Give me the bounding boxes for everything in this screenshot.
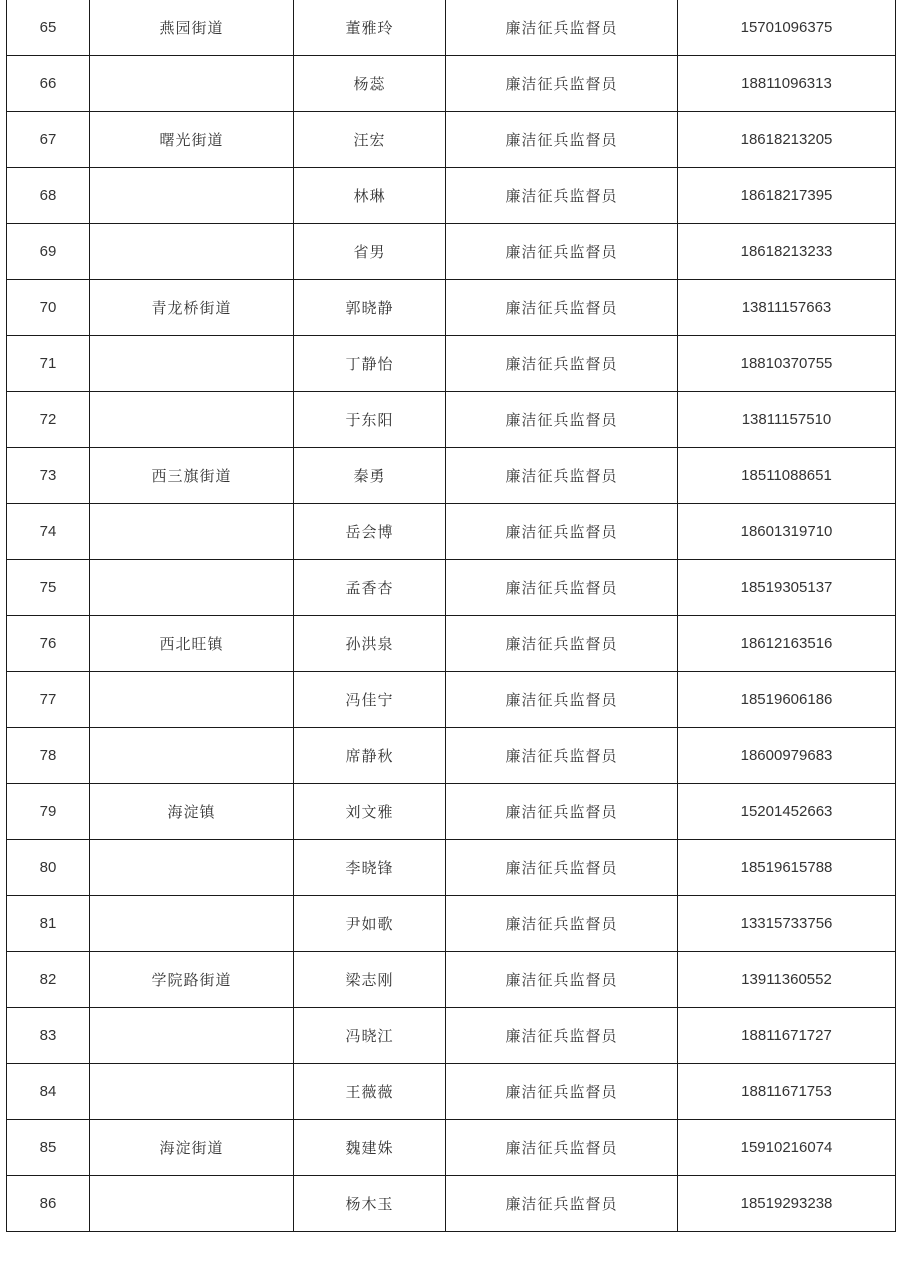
table-row [7, 280, 896, 336]
cell-phone: 18511088651 [678, 448, 896, 504]
cell-name: 丁静怡 [294, 336, 446, 392]
table-row [7, 1064, 896, 1120]
cell-role: 廉洁征兵监督员 [446, 1120, 678, 1176]
cell-area [90, 1008, 294, 1064]
cell-role: 廉洁征兵监督员 [446, 672, 678, 728]
cell-number: 74 [7, 504, 90, 560]
cell-phone: 13911360552 [678, 952, 896, 1008]
cell-number: 86 [7, 1176, 90, 1232]
cell-area [90, 840, 294, 896]
cell-role: 廉洁征兵监督员 [446, 504, 678, 560]
cell-area [90, 1064, 294, 1120]
cell-area [90, 728, 294, 784]
table-row [7, 168, 896, 224]
cell-area [90, 224, 294, 280]
table-body [7, 0, 896, 1232]
table-row [7, 0, 896, 56]
cell-role: 廉洁征兵监督员 [446, 224, 678, 280]
cell-area [90, 672, 294, 728]
cell-number: 72 [7, 392, 90, 448]
cell-number: 80 [7, 840, 90, 896]
cell-number: 71 [7, 336, 90, 392]
cell-phone: 15910216074 [678, 1120, 896, 1176]
cell-phone: 18612163516 [678, 616, 896, 672]
table-row [7, 616, 896, 672]
cell-number: 73 [7, 448, 90, 504]
cell-number: 85 [7, 1120, 90, 1176]
cell-phone: 18618213233 [678, 224, 896, 280]
cell-role: 廉洁征兵监督员 [446, 840, 678, 896]
cell-role: 廉洁征兵监督员 [446, 168, 678, 224]
cell-phone: 15701096375 [678, 0, 896, 56]
cell-name: 孟香杏 [294, 560, 446, 616]
table-row [7, 952, 896, 1008]
cell-number: 79 [7, 784, 90, 840]
cell-number: 77 [7, 672, 90, 728]
table-row [7, 672, 896, 728]
cell-role: 廉洁征兵监督员 [446, 448, 678, 504]
cell-role: 廉洁征兵监督员 [446, 1008, 678, 1064]
table-row [7, 896, 896, 952]
cell-role: 廉洁征兵监督员 [446, 784, 678, 840]
table-row [7, 56, 896, 112]
cell-name: 秦勇 [294, 448, 446, 504]
cell-name: 岳会博 [294, 504, 446, 560]
table-row [7, 560, 896, 616]
cell-name: 杨蕊 [294, 56, 446, 112]
cell-phone: 18519615788 [678, 840, 896, 896]
cell-number: 65 [7, 0, 90, 56]
cell-phone: 18600979683 [678, 728, 896, 784]
table-row [7, 784, 896, 840]
cell-phone: 18519606186 [678, 672, 896, 728]
cell-number: 75 [7, 560, 90, 616]
cell-phone: 18811671727 [678, 1008, 896, 1064]
cell-phone: 18618217395 [678, 168, 896, 224]
cell-area: 海淀街道 [90, 1120, 294, 1176]
cell-name: 魏建姝 [294, 1120, 446, 1176]
cell-name: 席静秋 [294, 728, 446, 784]
cell-phone: 18601319710 [678, 504, 896, 560]
cell-area: 西北旺镇 [90, 616, 294, 672]
table-row [7, 112, 896, 168]
cell-phone: 18811096313 [678, 56, 896, 112]
cell-name: 郭晓静 [294, 280, 446, 336]
cell-number: 67 [7, 112, 90, 168]
cell-area: 海淀镇 [90, 784, 294, 840]
cell-name: 李晓锋 [294, 840, 446, 896]
cell-name: 孙洪泉 [294, 616, 446, 672]
table-row [7, 1008, 896, 1064]
cell-name: 冯晓江 [294, 1008, 446, 1064]
cell-name: 王薇薇 [294, 1064, 446, 1120]
table-row [7, 728, 896, 784]
cell-area: 学院路街道 [90, 952, 294, 1008]
cell-area: 青龙桥街道 [90, 280, 294, 336]
cell-phone: 13315733756 [678, 896, 896, 952]
cell-role: 廉洁征兵监督员 [446, 56, 678, 112]
cell-area [90, 392, 294, 448]
table-row [7, 840, 896, 896]
cell-phone: 15201452663 [678, 784, 896, 840]
table-row [7, 504, 896, 560]
cell-area [90, 336, 294, 392]
cell-name: 刘文雅 [294, 784, 446, 840]
cell-area [90, 1176, 294, 1232]
cell-number: 66 [7, 56, 90, 112]
cell-phone: 18519305137 [678, 560, 896, 616]
table-row [7, 1176, 896, 1232]
cell-number: 84 [7, 1064, 90, 1120]
cell-area: 燕园街道 [90, 0, 294, 56]
supervisor-table [6, 0, 896, 1232]
cell-name: 董雅玲 [294, 0, 446, 56]
cell-area [90, 168, 294, 224]
cell-name: 汪宏 [294, 112, 446, 168]
cell-number: 78 [7, 728, 90, 784]
cell-number: 76 [7, 616, 90, 672]
cell-number: 68 [7, 168, 90, 224]
cell-number: 82 [7, 952, 90, 1008]
cell-role: 廉洁征兵监督员 [446, 392, 678, 448]
cell-number: 83 [7, 1008, 90, 1064]
cell-number: 70 [7, 280, 90, 336]
cell-phone: 18810370755 [678, 336, 896, 392]
cell-role: 廉洁征兵监督员 [446, 616, 678, 672]
cell-role: 廉洁征兵监督员 [446, 1176, 678, 1232]
cell-area [90, 504, 294, 560]
cell-name: 省男 [294, 224, 446, 280]
cell-name: 林琳 [294, 168, 446, 224]
cell-phone: 18811671753 [678, 1064, 896, 1120]
table-row [7, 336, 896, 392]
table-row [7, 392, 896, 448]
cell-phone: 13811157510 [678, 392, 896, 448]
table-row [7, 448, 896, 504]
cell-role: 廉洁征兵监督员 [446, 896, 678, 952]
cell-area [90, 896, 294, 952]
cell-phone: 18618213205 [678, 112, 896, 168]
cell-role: 廉洁征兵监督员 [446, 0, 678, 56]
cell-name: 杨木玉 [294, 1176, 446, 1232]
cell-role: 廉洁征兵监督员 [446, 1064, 678, 1120]
cell-number: 69 [7, 224, 90, 280]
cell-name: 尹如歌 [294, 896, 446, 952]
cell-role: 廉洁征兵监督员 [446, 728, 678, 784]
cell-area: 西三旗街道 [90, 448, 294, 504]
cell-name: 于东阳 [294, 392, 446, 448]
cell-role: 廉洁征兵监督员 [446, 112, 678, 168]
cell-number: 81 [7, 896, 90, 952]
cell-area [90, 560, 294, 616]
cell-name: 冯佳宁 [294, 672, 446, 728]
cell-role: 廉洁征兵监督员 [446, 280, 678, 336]
cell-name: 梁志刚 [294, 952, 446, 1008]
table-row [7, 1120, 896, 1176]
cell-role: 廉洁征兵监督员 [446, 336, 678, 392]
cell-phone: 13811157663 [678, 280, 896, 336]
cell-area: 曙光街道 [90, 112, 294, 168]
cell-role: 廉洁征兵监督员 [446, 952, 678, 1008]
cell-area [90, 56, 294, 112]
cell-role: 廉洁征兵监督员 [446, 560, 678, 616]
table-row [7, 224, 896, 280]
cell-phone: 18519293238 [678, 1176, 896, 1232]
